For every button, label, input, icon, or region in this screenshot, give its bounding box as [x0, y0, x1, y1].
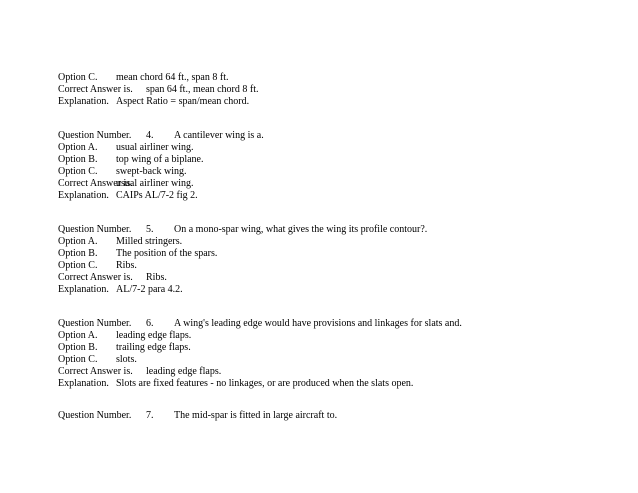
question-number: 7. [146, 410, 154, 421]
explanation-label: Explanation. [58, 96, 109, 107]
option-label: Option A. [58, 236, 98, 247]
option-text: The position of the spars. [116, 248, 218, 259]
question-number-label: Question Number. [58, 224, 132, 235]
explanation-label: Explanation. [58, 284, 109, 295]
correct-answer-label: Correct Answer is. [58, 178, 133, 189]
question-number-label: Question Number. [58, 410, 132, 421]
explanation-text: Slots are fixed features - no linkages, or are produced when the slats open. [116, 378, 414, 389]
correct-answer-text: leading edge flaps. [146, 366, 222, 377]
question-number: 6. [146, 318, 154, 329]
option-text: Ribs. [116, 260, 137, 271]
explanation-label: Explanation. [58, 190, 109, 201]
question-text: A cantilever wing is a. [174, 130, 264, 141]
question-number: 5. [146, 224, 154, 235]
option-label: Option C. [58, 260, 98, 271]
correct-answer-text: span 64 ft., mean chord 8 ft. [146, 84, 259, 95]
option-text: mean chord 64 ft., span 8 ft. [116, 72, 229, 83]
correct-answer-label: Correct Answer is. [58, 366, 133, 377]
option-label: Option B. [58, 342, 98, 353]
correct-answer-label: Correct Answer is. [58, 84, 133, 95]
correct-answer-text: Ribs. [146, 272, 167, 283]
question-number: 4. [146, 130, 154, 141]
explanation-text: AL/7-2 para 4.2. [116, 284, 183, 295]
option-label: Option B. [58, 154, 98, 165]
question-number-label: Question Number. [58, 130, 132, 141]
explanation-label: Explanation. [58, 378, 109, 389]
option-label: Option C. [58, 166, 98, 177]
option-text: swept-back wing. [116, 166, 187, 177]
option-text: slots. [116, 354, 137, 365]
option-text: Milled stringers. [116, 236, 183, 247]
option-label: Option C. [58, 354, 98, 365]
question-text: A wing's leading edge would have provisions and linkages for slats and. [174, 318, 462, 329]
option-text: leading edge flaps. [116, 330, 192, 341]
question-text: On a mono-spar wing, what gives the wing its profile contour?. [174, 224, 428, 235]
correct-answer-text: usual airliner wing. [116, 178, 194, 189]
option-label: Option B. [58, 248, 98, 259]
question-number-label: Question Number. [58, 318, 132, 329]
option-text: trailing edge flaps. [116, 342, 191, 353]
option-label: Option A. [58, 330, 98, 341]
explanation-text: Aspect Ratio = span/mean chord. [116, 96, 250, 107]
question-text: The mid-spar is fitted in large aircraft to. [174, 410, 338, 421]
option-label: Option A. [58, 142, 98, 153]
option-text: top wing of a biplane. [116, 154, 204, 165]
option-label: Option C. [58, 72, 98, 83]
explanation-text: CAIPs AL/7-2 fig 2. [116, 190, 198, 201]
option-text: usual airliner wing. [116, 142, 194, 153]
correct-answer-label: Correct Answer is. [58, 272, 133, 283]
